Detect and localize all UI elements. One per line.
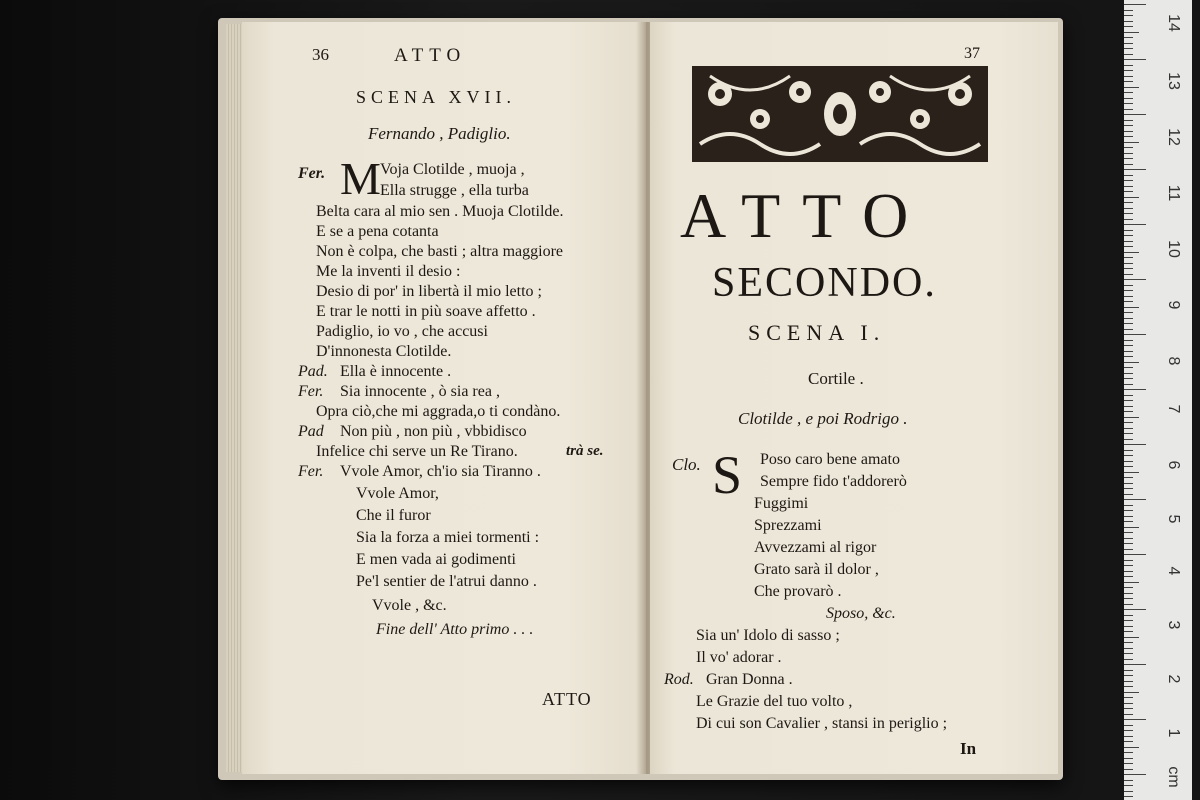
aria-line: Sprezzami	[754, 517, 822, 534]
ruler-tick	[1124, 169, 1146, 170]
verse-line: Desio di por' in libertà il mio letto ;	[316, 283, 542, 300]
ruler-tick	[1124, 719, 1146, 720]
verse-line: Le Grazie del tuo volto ,	[696, 693, 853, 710]
verse-line: Ella strugge , ella turba	[380, 182, 529, 199]
ruler-tick	[1124, 714, 1133, 715]
ruler-tick	[1124, 43, 1133, 44]
ruler-number: 7	[1165, 404, 1182, 414]
ruler-tick	[1124, 521, 1133, 522]
ruler-number: 13	[1165, 72, 1182, 90]
verse-line: Di cui son Cavalier , stansi in periglio ;	[696, 715, 948, 732]
ruler-tick	[1124, 213, 1133, 214]
ruler-tick	[1124, 560, 1133, 561]
ruler-tick	[1124, 725, 1133, 726]
ruler-tick	[1124, 752, 1133, 753]
aria-line: Fuggimi	[754, 495, 809, 512]
speaker-label: Fer.	[298, 165, 326, 182]
ruler-tick	[1124, 598, 1133, 599]
ruler-tick	[1124, 791, 1133, 792]
verse-line: Il vo' adorar .	[696, 649, 782, 666]
aria-line: Sempre fido t'addorerò	[760, 473, 907, 490]
ruler-tick	[1124, 175, 1133, 176]
verse-line: E trar le notti in più soave affetto .	[316, 303, 536, 320]
ruler-tick	[1124, 65, 1133, 66]
ruler-tick	[1124, 345, 1133, 346]
verse-line: Voja Clotilde , muoja ,	[380, 161, 525, 178]
ruler-tick	[1124, 54, 1133, 55]
catchword: In	[960, 739, 977, 758]
ruler-tick	[1124, 147, 1133, 148]
ruler-tick	[1124, 609, 1146, 610]
ruler-tick	[1124, 197, 1139, 198]
ruler-tick	[1124, 499, 1146, 500]
ruler-tick	[1124, 466, 1133, 467]
ruler-tick	[1124, 582, 1139, 583]
ruler-tick	[1124, 120, 1133, 121]
ruler-tick	[1124, 664, 1146, 665]
verse-line: Non è colpa, che basti ; altra maggiore	[316, 243, 564, 260]
aria-line: Grato sarà il dolor ,	[754, 561, 879, 578]
ruler-tick	[1124, 307, 1139, 308]
ruler-number: 10	[1165, 240, 1182, 258]
page-edges	[226, 24, 242, 772]
ruler-tick	[1124, 384, 1133, 385]
ruler-tick	[1124, 186, 1133, 187]
measuring-ruler	[1124, 0, 1192, 800]
ruler-tick	[1124, 230, 1133, 231]
ruler-tick	[1124, 488, 1133, 489]
ruler-tick	[1124, 620, 1133, 621]
speaker-label: Fer.	[298, 463, 324, 480]
aria-line: Sia la forza a miei tormenti :	[356, 529, 540, 546]
ruler-tick	[1124, 758, 1133, 759]
ruler-tick	[1124, 554, 1146, 555]
ruler-tick	[1124, 439, 1133, 440]
ruler-tick	[1124, 483, 1133, 484]
drop-cap: S	[712, 445, 743, 505]
ruler-tick	[1124, 356, 1133, 357]
act-title: ATTO	[680, 180, 931, 251]
ruler-tick	[1124, 747, 1139, 748]
ruler-tick	[1124, 98, 1133, 99]
ruler-tick	[1124, 125, 1133, 126]
ruler-tick	[1124, 576, 1133, 577]
ruler-tick	[1124, 15, 1133, 16]
ruler-tick	[1124, 114, 1146, 115]
ruler-tick	[1124, 180, 1133, 181]
verse-line: Gran Donna .	[706, 671, 793, 688]
ruler-tick	[1124, 400, 1133, 401]
ruler-tick	[1124, 81, 1133, 82]
verse-line: Ella è innocente .	[340, 363, 452, 380]
ruler-tick	[1124, 593, 1133, 594]
ruler-tick	[1124, 4, 1146, 5]
ruler-tick	[1124, 670, 1133, 671]
ruler-tick	[1124, 659, 1133, 660]
ruler-tick	[1124, 48, 1133, 49]
ruler-number: 2	[1165, 674, 1182, 684]
ruler-tick	[1124, 549, 1133, 550]
ruler-tick	[1124, 329, 1133, 330]
ruler-tick	[1124, 142, 1139, 143]
ruler-tick	[1124, 235, 1133, 236]
ruler-tick	[1124, 510, 1133, 511]
ruler-tick	[1124, 373, 1133, 374]
ruler-tick	[1124, 290, 1133, 291]
ruler-tick	[1124, 433, 1133, 434]
ruler-tick	[1124, 296, 1133, 297]
speaker-label: Pad.	[298, 363, 328, 380]
ruler-tick	[1124, 708, 1133, 709]
aria-line: Poso caro bene amato	[760, 451, 900, 468]
ruler-tick	[1124, 637, 1139, 638]
ornament-headpiece-icon	[690, 64, 990, 164]
running-header: ATTO	[394, 45, 467, 66]
scene-characters: Fernando , Padiglio.	[368, 124, 511, 143]
ruler-tick	[1124, 158, 1133, 159]
speaker-label: Pad	[298, 423, 324, 440]
ruler-tick	[1124, 626, 1133, 627]
verse-line: Infelice chi serve un Re Tirano.	[316, 443, 518, 460]
ruler-tick	[1124, 692, 1139, 693]
ruler-tick	[1124, 219, 1133, 220]
ruler-number: 5	[1165, 514, 1182, 524]
ruler-tick	[1124, 59, 1146, 60]
ruler-tick	[1124, 351, 1133, 352]
ruler-tick	[1124, 395, 1133, 396]
page-number-right: 37	[964, 45, 980, 62]
ruler-tick	[1124, 32, 1139, 33]
ruler-tick	[1124, 565, 1133, 566]
ruler-tick	[1124, 103, 1133, 104]
ruler-tick	[1124, 543, 1133, 544]
ruler-tick	[1124, 461, 1133, 462]
ruler-tick	[1124, 224, 1146, 225]
ruler-tick	[1124, 527, 1139, 528]
ruler-number: 14	[1165, 14, 1182, 32]
ruler-tick	[1124, 494, 1133, 495]
aria-line: Che il furor	[356, 507, 431, 524]
ruler-unit: cm	[1165, 766, 1182, 788]
aria-refrain: Vvole , &c.	[372, 597, 447, 614]
ruler-tick	[1124, 208, 1133, 209]
ruler-tick	[1124, 92, 1133, 93]
verse-line: Belta cara al mio sen . Muoja Clotilde.	[316, 203, 564, 220]
speaker-label: Clo.	[672, 455, 701, 474]
aria-line: Vvole Amor,	[356, 485, 439, 502]
verse-line: E se a pena cotanta	[316, 223, 439, 240]
ruler-tick	[1124, 763, 1133, 764]
ruler-tick	[1124, 450, 1133, 451]
ruler-tick	[1124, 378, 1133, 379]
page-number-left: 36	[312, 45, 329, 64]
ruler-tick	[1124, 246, 1133, 247]
ruler-tick	[1124, 769, 1133, 770]
ruler-tick	[1124, 153, 1133, 154]
drop-cap: M	[340, 153, 381, 204]
verse-line: Sia un' Idolo di sasso ;	[696, 627, 840, 644]
ruler-tick	[1124, 202, 1133, 203]
ruler-number: 4	[1165, 566, 1182, 576]
ruler-tick	[1124, 780, 1133, 781]
ruler-tick	[1124, 263, 1133, 264]
ruler-tick	[1124, 587, 1133, 588]
verse-line: Me la inventi il desio :	[316, 263, 461, 280]
ruler-tick	[1124, 472, 1139, 473]
ruler-tick	[1124, 686, 1133, 687]
aria-line: Avvezzami al rigor	[754, 539, 877, 556]
ruler-tick	[1124, 741, 1133, 742]
ruler-tick	[1124, 136, 1133, 137]
ruler-tick	[1124, 785, 1133, 786]
ruler-tick	[1124, 87, 1139, 88]
act-end: Fine dell' Atto primo . . .	[376, 621, 534, 638]
ruler-tick	[1124, 653, 1133, 654]
ruler-tick	[1124, 26, 1133, 27]
ruler-tick	[1124, 642, 1133, 643]
ruler-tick	[1124, 681, 1133, 682]
scene-setting: Cortile .	[808, 369, 864, 388]
ruler-tick	[1124, 648, 1133, 649]
ruler-tick	[1124, 796, 1133, 797]
ruler-tick	[1124, 417, 1139, 418]
ruler-tick	[1124, 389, 1146, 390]
ruler-number: 6	[1165, 460, 1182, 470]
scene-title: SCENA I.	[748, 320, 886, 345]
ruler-tick	[1124, 505, 1133, 506]
ruler-tick	[1124, 191, 1133, 192]
scene-title: SCENA XVII.	[356, 87, 517, 107]
ruler-tick	[1124, 109, 1133, 110]
ruler-tick	[1124, 516, 1133, 517]
ruler-tick	[1124, 21, 1133, 22]
ruler-tick	[1124, 334, 1146, 335]
ruler-tick	[1124, 131, 1133, 132]
ruler-tick	[1124, 730, 1133, 731]
ruler-number: 12	[1165, 128, 1182, 146]
ruler-tick	[1124, 76, 1133, 77]
ruler-tick	[1124, 703, 1133, 704]
verse-line: Non più , non più , vbbidisco	[340, 423, 527, 440]
ruler-tick	[1124, 411, 1133, 412]
ruler-tick	[1124, 736, 1133, 737]
ruler-tick	[1124, 285, 1133, 286]
verse-line: Opra ciò,che mi aggrada,o ti condàno.	[316, 403, 561, 420]
ruler-tick	[1124, 571, 1133, 572]
aria-refrain: Sposo, &c.	[826, 605, 896, 622]
ruler-number: 9	[1165, 300, 1182, 310]
stage-aside: trà se.	[566, 443, 604, 459]
ruler-tick	[1124, 428, 1133, 429]
verse-line: Padiglio, io vo , che accusi	[316, 323, 488, 340]
ruler-tick	[1124, 444, 1146, 445]
ruler-tick	[1124, 241, 1133, 242]
aria-line: Pe'l sentier de l'atrui danno .	[356, 573, 537, 590]
ruler-tick	[1124, 532, 1133, 533]
ruler-tick	[1124, 268, 1133, 269]
ruler-number: 8	[1165, 356, 1182, 366]
ruler-tick	[1124, 604, 1133, 605]
ruler-tick	[1124, 312, 1133, 313]
ruler-tick	[1124, 257, 1133, 258]
verse-line: Vvole Amor, ch'io sia Tiranno .	[340, 463, 541, 480]
ruler-tick	[1124, 164, 1133, 165]
ruler-tick	[1124, 323, 1133, 324]
ruler-tick	[1124, 675, 1133, 676]
ruler-number: 3	[1165, 620, 1182, 630]
ruler-tick	[1124, 477, 1133, 478]
ruler-tick	[1124, 422, 1133, 423]
ruler-number: 11	[1165, 184, 1182, 202]
catchword: ATTO	[542, 689, 592, 709]
verse-line: D'innonesta Clotilde.	[316, 343, 452, 360]
ruler-tick	[1124, 362, 1139, 363]
ruler-tick	[1124, 538, 1133, 539]
ruler-tick	[1124, 615, 1133, 616]
speaker-label: Fer.	[298, 383, 324, 400]
ruler-tick	[1124, 367, 1133, 368]
ruler-tick	[1124, 774, 1146, 775]
verse-line: Sia innocente , ò sia rea ,	[340, 383, 500, 400]
act-subtitle: SECONDO.	[712, 260, 937, 306]
scene-characters: Clotilde , e poi Rodrigo .	[738, 409, 908, 428]
aria-line: Che provarò .	[754, 583, 842, 600]
ruler-tick	[1124, 252, 1139, 253]
ruler-tick	[1124, 279, 1146, 280]
ruler-tick	[1124, 274, 1133, 275]
ruler-tick	[1124, 70, 1133, 71]
ruler-tick	[1124, 10, 1133, 11]
ruler-tick	[1124, 301, 1133, 302]
ruler-tick	[1124, 318, 1133, 319]
ruler-tick	[1124, 340, 1133, 341]
speaker-label: Rod.	[664, 671, 694, 688]
ruler-tick	[1124, 455, 1133, 456]
ruler-tick	[1124, 631, 1133, 632]
ruler-tick	[1124, 37, 1133, 38]
ruler-number: 1	[1165, 728, 1182, 738]
ruler-tick	[1124, 697, 1133, 698]
ruler-tick	[1124, 406, 1133, 407]
aria-line: E men vada ai godimenti	[356, 551, 516, 568]
